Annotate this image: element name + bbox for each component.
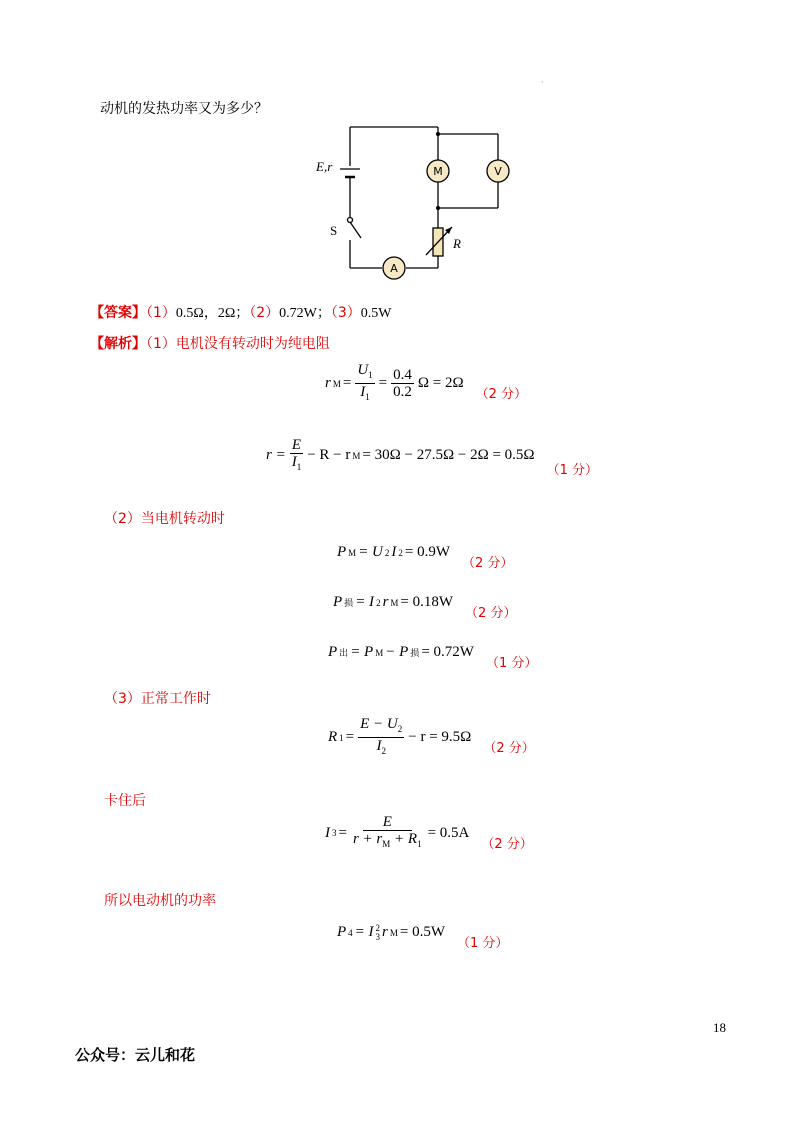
points-e1: （2 分） (475, 387, 528, 402)
footer-text: 公众号：云儿和花 (75, 1046, 196, 1064)
equation-3: P M = U 2 I 2 = 0.9W （2 分） (337, 544, 514, 571)
circuit-diagram (310, 120, 510, 285)
points-e8: （1 分） (457, 936, 509, 951)
question-text: 动机的发热功率又为多少？ (100, 101, 268, 117)
equation-5: P 出 = P M − P 损 = 0.72W （1 分） (328, 644, 538, 671)
answer-part3-value: 0.5W (360, 306, 392, 321)
answer-part1-value: 0.5Ω，2Ω； (175, 306, 250, 321)
points-e6: （2 分） (483, 741, 535, 756)
equation-1: r M = $\frac{U_1}{I_1}$ = $\frac{0.4}{0.2}$ Ω = 2Ω （2 分） (325, 362, 528, 402)
top-dot: · (541, 78, 544, 87)
motor-label: M (433, 165, 443, 178)
analysis-part1: （1）电机没有转动时为纯电阻 (146, 336, 330, 352)
points-e7: （2 分） (481, 836, 533, 852)
voltmeter-label: V (494, 165, 502, 178)
ammeter-label: A (390, 262, 398, 275)
equation-6: R 1 = $\frac{E - U_2}{I_2}$ − r = 9.5Ω （2 分） (328, 716, 535, 756)
answer-part1-label: （1） (146, 305, 176, 321)
equation-2: r = $\frac{E}{I_1}$ − R − r M = 30Ω − 27.5Ω − 2Ω = 0.5Ω （1 分） (266, 436, 598, 478)
answer-part3-label: （3） (330, 305, 361, 321)
source-label: E,r (316, 159, 333, 174)
answer-part2-label: （2） (249, 305, 280, 321)
equation-8: P 4 = I 2 3 r M = 0.5W （1 分） (337, 922, 509, 951)
answer-part2-value: 0.72W； (279, 306, 331, 321)
page-number: 18 (713, 1020, 726, 1035)
points-e2: （1 分） (546, 463, 598, 478)
answer-line (90, 302, 392, 322)
analysis-part3: （3）正常工作时 (104, 691, 211, 707)
analysis-line (90, 333, 330, 353)
equation-4: P 损 = I 2 r M = 0.18W （2 分） (333, 594, 517, 621)
analysis-label: 【解析】 (90, 336, 146, 352)
points-e5: （1 分） (485, 656, 538, 671)
points-e4: （2 分） (465, 606, 517, 621)
analysis-stuck: 卡住后 (104, 793, 146, 809)
answer-label: 【答案】 (90, 305, 146, 321)
analysis-power: 所以电动机的功率 (104, 893, 216, 909)
analysis-part2: （2）当电机转动时 (104, 511, 225, 527)
resistor-label: R (453, 236, 461, 251)
switch-label: S (330, 223, 338, 238)
points-e3: （2 分） (462, 556, 514, 571)
equation-7: I 3 = $\frac{E}{r + r_M + R_1}$ = 0.5A （2 分） (325, 814, 533, 852)
